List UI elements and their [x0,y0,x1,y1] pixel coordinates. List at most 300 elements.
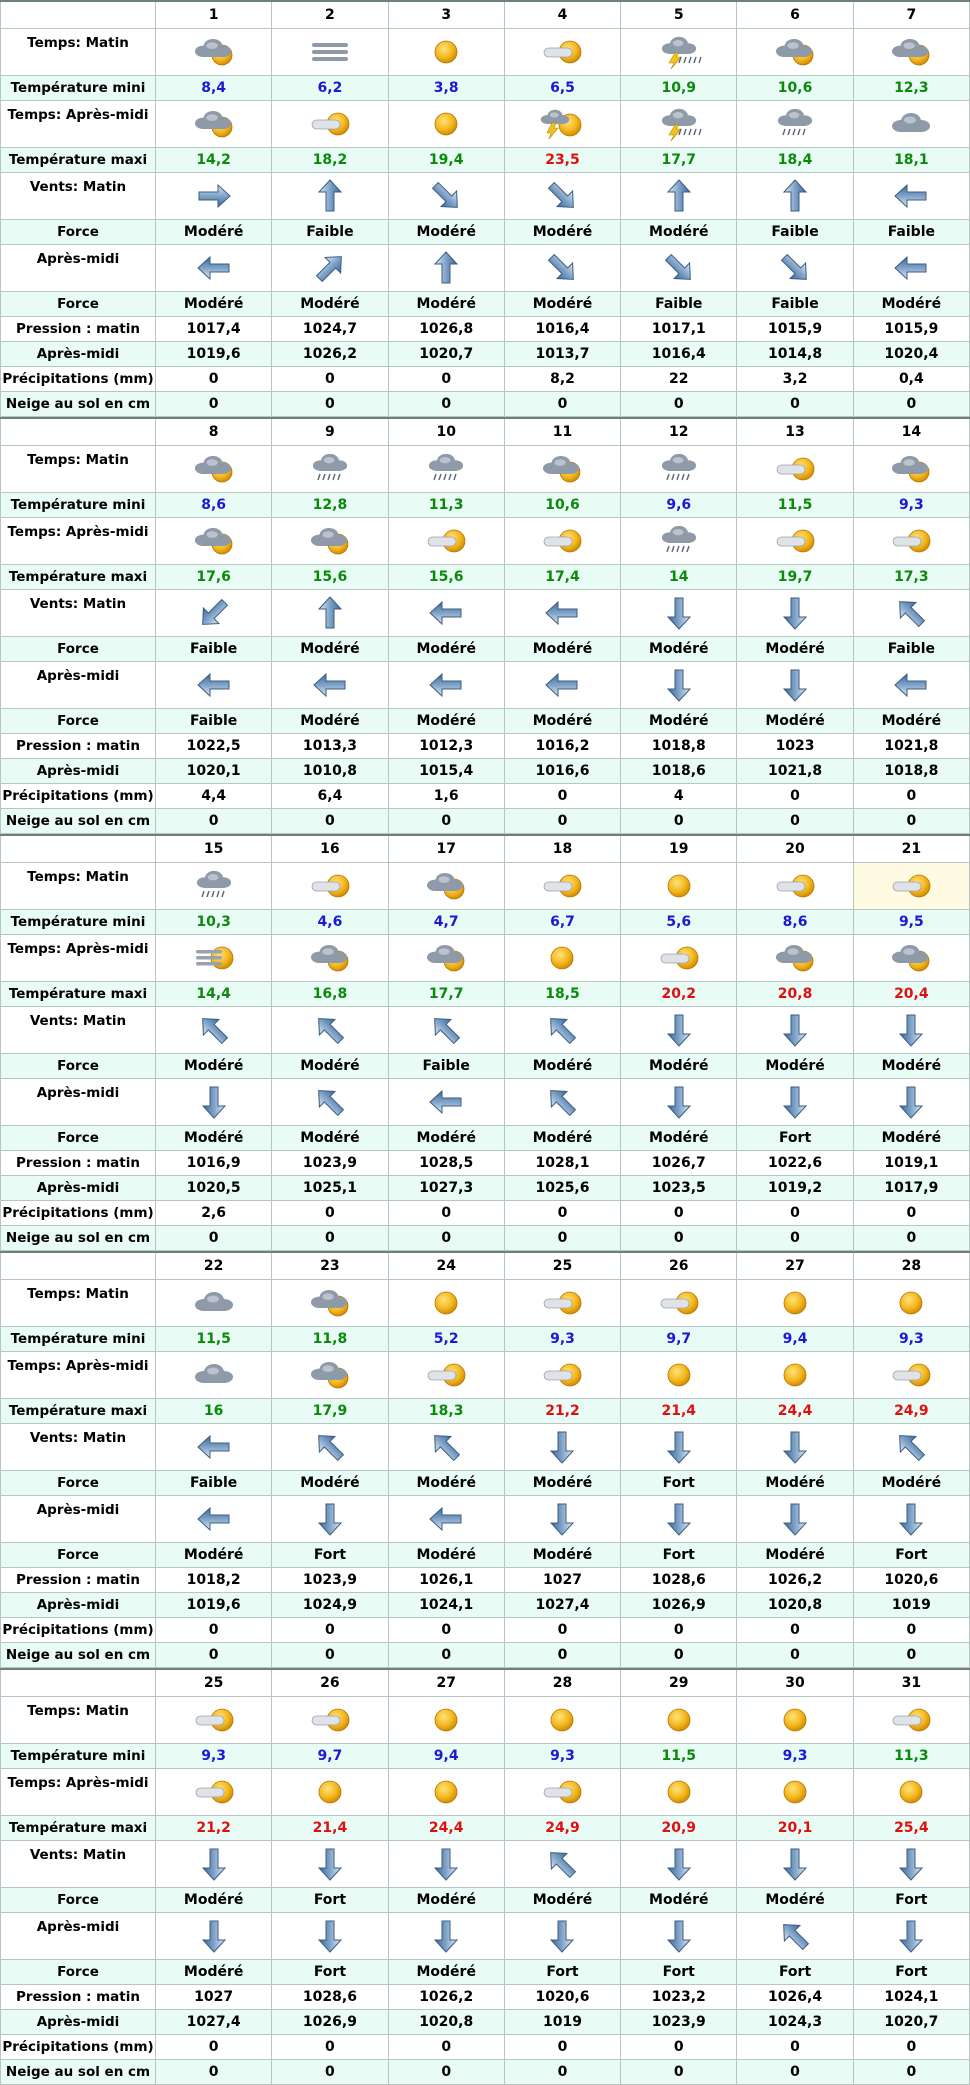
precipitation-value: 0 [853,2035,969,2060]
weather-cell [272,1280,388,1327]
wind-arrow-icon [426,1845,466,1883]
temp-min-value: 9,3 [504,1744,620,1769]
force-afternoon-value: Faible [621,292,737,317]
row-label: Après-midi [1,1593,156,1618]
pressure-afternoon-value: 1026,9 [272,2010,388,2035]
row-label: Temps: Après-midi [1,1352,156,1399]
cloud-strip-sun-icon [536,524,588,558]
header-empty-cell [1,1669,156,1697]
wind-cell [621,173,737,220]
sky-afternoon-row [1,1352,970,1399]
force-morning-value: Modéré [388,637,504,662]
temp-max-value: 21,2 [504,1399,620,1424]
wind-cell [156,1841,272,1888]
row-label: Vents: Matin [1,1841,156,1888]
wind-arrow-icon [775,1011,815,1049]
force-morning-value: Modéré [272,1471,388,1496]
cloud-sun-icon [304,1358,356,1392]
snow-value: 0 [272,1643,388,1668]
weather-cell [504,1280,620,1327]
temp-min-value: 9,4 [737,1327,853,1352]
pressure-afternoon-value: 1023,5 [621,1176,737,1201]
cloud-sun-icon [304,524,356,558]
temp-min-value: 9,3 [737,1744,853,1769]
wind-cell [737,662,853,709]
weather-cell [388,1280,504,1327]
row-label: Force [1,292,156,317]
cloud-icon [885,107,937,141]
pressure-morning-value: 1018,8 [621,734,737,759]
force-morning-value: Modéré [156,1888,272,1913]
precipitation-value: 0 [388,367,504,392]
weather-cell [388,518,504,565]
force-morning-value: Modéré [388,1471,504,1496]
snow-value: 0 [388,2060,504,2085]
precipitation-value: 0 [272,2035,388,2060]
pressure-morning-row [1,1151,970,1176]
wind-arrow-icon [659,1011,699,1049]
sun-icon [420,1775,472,1809]
row-label: Température maxi [1,1399,156,1424]
row-label: Température mini [1,1327,156,1352]
snow-value: 0 [853,809,969,834]
wind-cell [156,590,272,637]
force-afternoon-value: Faible [156,709,272,734]
row-label: Précipitations (mm) [1,784,156,809]
pressure-morning-value: 1019,1 [853,1151,969,1176]
cloud-strip-sun-icon [885,1703,937,1737]
force-morning-value: Faible [156,1471,272,1496]
pressure-afternoon-value: 1025,1 [272,1176,388,1201]
force-afternoon-row [1,1126,970,1151]
wind-cell [504,1841,620,1888]
weather-cell [737,863,853,910]
pressure-afternoon-value: 1024,9 [272,1593,388,1618]
force-afternoon-row [1,1543,970,1568]
wind-arrow-icon [542,1011,582,1049]
pressure-morning-value: 1015,9 [737,317,853,342]
wind-cell [853,1007,969,1054]
snow-value: 0 [621,1643,737,1668]
wind-cell [272,1913,388,1960]
pressure-afternoon-row [1,1593,970,1618]
precipitation-value: 4,4 [156,784,272,809]
wind-afternoon-row [1,1913,970,1960]
wind-cell [621,1424,737,1471]
day-number: 4 [504,1,620,29]
pressure-morning-value: 1028,1 [504,1151,620,1176]
precipitation-value: 0 [272,367,388,392]
sun-icon [769,1358,821,1392]
wind-cell [853,1424,969,1471]
day-header-row [1,418,970,446]
wind-morning-row [1,1007,970,1054]
precipitation-value: 0 [388,1201,504,1226]
temp-max-value: 16 [156,1399,272,1424]
row-label: Force [1,709,156,734]
force-morning-value: Modéré [504,637,620,662]
snow-value: 0 [853,2060,969,2085]
pressure-afternoon-value: 1015,4 [388,759,504,784]
day-header-row [1,1,970,29]
force-morning-value: Modéré [504,1054,620,1079]
fog-sun-icon [188,941,240,975]
temp-min-value: 9,3 [853,1327,969,1352]
force-afternoon-value: Modéré [272,709,388,734]
weather-cell [272,935,388,982]
precipitation-value: 4 [621,784,737,809]
cloud-sun-icon [420,941,472,975]
wind-arrow-icon [542,1917,582,1955]
snow-value: 0 [156,392,272,417]
pressure-afternoon-value: 1024,1 [388,1593,504,1618]
row-label: Après-midi [1,662,156,709]
temp-max-value: 19,7 [737,565,853,590]
pressure-afternoon-value: 1025,6 [504,1176,620,1201]
force-morning-value: Modéré [388,220,504,245]
cloud-strip-sun-icon [304,107,356,141]
weather-cell [621,1280,737,1327]
wind-arrow-icon [891,1083,931,1121]
precipitation-value: 2,6 [156,1201,272,1226]
force-afternoon-value: Modéré [388,709,504,734]
row-label: Temps: Matin [1,1280,156,1327]
wind-arrow-icon [659,249,699,287]
temp-max-value: 24,4 [388,1816,504,1841]
wind-arrow-icon [659,1083,699,1121]
pressure-afternoon-value: 1023,9 [621,2010,737,2035]
cloud-strip-sun-icon [769,452,821,486]
wind-cell [504,662,620,709]
wind-cell [621,1079,737,1126]
week-table [0,417,970,834]
pressure-afternoon-value: 1013,7 [504,342,620,367]
wind-arrow-icon [426,1917,466,1955]
wind-cell [388,590,504,637]
row-label: Force [1,1960,156,1985]
wind-cell [737,1841,853,1888]
force-afternoon-value: Modéré [504,292,620,317]
temp-max-value: 18,4 [737,148,853,173]
snow-value: 0 [388,809,504,834]
wind-arrow-icon [310,1428,350,1466]
wind-cell [737,1079,853,1126]
row-label: Vents: Matin [1,1007,156,1054]
day-number: 22 [156,1252,272,1280]
day-number: 31 [853,1669,969,1697]
precipitation-value: 0 [156,1618,272,1643]
wind-arrow-icon [891,1011,931,1049]
wind-arrow-icon [426,177,466,215]
precipitation-row [1,784,970,809]
wind-arrow-icon [775,1845,815,1883]
weather-cell [853,446,969,493]
row-label: Pression : matin [1,734,156,759]
sun-icon [653,1775,705,1809]
force-morning-value: Modéré [504,1471,620,1496]
pressure-morning-value: 1024,7 [272,317,388,342]
weather-cell [272,29,388,76]
pressure-afternoon-value: 1019 [504,2010,620,2035]
header-empty-cell [1,1,156,29]
force-afternoon-value: Modéré [504,1126,620,1151]
snow-value: 0 [504,2060,620,2085]
temp-max-value: 17,4 [504,565,620,590]
wind-arrow-icon [426,1083,466,1121]
weather-cell [156,863,272,910]
temp-max-value: 16,8 [272,982,388,1007]
row-label: Temps: Après-midi [1,1769,156,1816]
snow-value: 0 [272,1226,388,1251]
temp-min-row [1,910,970,935]
wind-arrow-icon [194,1011,234,1049]
pressure-afternoon-value: 1020,1 [156,759,272,784]
force-afternoon-value: Fort [853,1543,969,1568]
pressure-afternoon-value: 1019 [853,1593,969,1618]
wind-cell [853,1079,969,1126]
day-number: 16 [272,835,388,863]
pressure-morning-row [1,1568,970,1593]
precipitation-value: 0 [853,1201,969,1226]
wind-arrow-icon [542,666,582,704]
wind-cell [388,1913,504,1960]
force-morning-value: Modéré [156,220,272,245]
temp-max-value: 14,2 [156,148,272,173]
force-afternoon-value: Modéré [388,1126,504,1151]
wind-afternoon-row [1,1079,970,1126]
force-afternoon-value: Fort [737,1960,853,1985]
sun-icon [769,1286,821,1320]
wind-arrow-icon [775,1428,815,1466]
temp-max-row [1,148,970,173]
cloud-strip-sun-icon [885,1358,937,1392]
pressure-morning-value: 1020,6 [853,1568,969,1593]
temp-min-value: 6,2 [272,76,388,101]
pressure-morning-value: 1026,4 [737,1985,853,2010]
weather-cell [853,935,969,982]
temp-max-value: 24,9 [504,1816,620,1841]
temp-min-value: 11,3 [853,1744,969,1769]
weather-cell [156,446,272,493]
day-number: 15 [156,835,272,863]
precipitation-row [1,1201,970,1226]
temp-min-value: 11,3 [388,493,504,518]
pressure-morning-value: 1016,2 [504,734,620,759]
temp-max-value: 18,2 [272,148,388,173]
row-label: Précipitations (mm) [1,1618,156,1643]
force-afternoon-value: Modéré [156,1960,272,1985]
day-number: 14 [853,418,969,446]
weather-cell [621,1352,737,1399]
snow-value: 0 [388,392,504,417]
row-label: Neige au sol en cm [1,392,156,417]
temp-max-value: 17,3 [853,565,969,590]
snow-value: 0 [737,2060,853,2085]
cloud-sun-icon [188,107,240,141]
rain-cloud-icon [653,452,705,486]
wind-arrow-icon [426,1500,466,1538]
weather-cell [737,446,853,493]
sky-morning-row [1,29,970,76]
day-number: 29 [621,1669,737,1697]
wind-cell [853,590,969,637]
temp-min-value: 10,9 [621,76,737,101]
force-morning-value: Modéré [621,1888,737,1913]
day-number: 7 [853,1,969,29]
wind-cell [621,1913,737,1960]
force-afternoon-value: Modéré [388,1543,504,1568]
precipitation-value: 0 [156,2035,272,2060]
force-afternoon-value: Modéré [853,709,969,734]
force-afternoon-value: Fort [853,1960,969,1985]
day-header-row [1,835,970,863]
weather-cell [737,1697,853,1744]
pressure-afternoon-value: 1016,4 [621,342,737,367]
wind-arrow-icon [775,1083,815,1121]
force-afternoon-value: Modéré [504,709,620,734]
cloud-sun-icon [304,941,356,975]
day-number: 30 [737,1669,853,1697]
temp-max-value: 21,4 [621,1399,737,1424]
wind-arrow-icon [426,1011,466,1049]
precipitation-value: 0 [853,784,969,809]
weather-cell [156,1697,272,1744]
force-morning-value: Faible [272,220,388,245]
snow-value: 0 [737,1643,853,1668]
sun-icon [653,1703,705,1737]
pressure-morning-value: 1015,9 [853,317,969,342]
weather-cell [504,1769,620,1816]
day-number: 1 [156,1,272,29]
temp-min-value: 9,4 [388,1744,504,1769]
wind-afternoon-row [1,245,970,292]
row-label: Vents: Matin [1,1424,156,1471]
wind-arrow-icon [194,1917,234,1955]
snow-value: 0 [272,809,388,834]
force-morning-row [1,220,970,245]
row-label: Après-midi [1,759,156,784]
cloud-strip-sun-icon [304,1703,356,1737]
wind-arrow-icon [194,1428,234,1466]
force-morning-value: Faible [737,220,853,245]
day-number: 8 [156,418,272,446]
force-morning-value: Faible [853,637,969,662]
snow-row [1,809,970,834]
wind-arrow-icon [891,1845,931,1883]
cloud-icon [188,1358,240,1392]
sun-icon [420,1286,472,1320]
force-morning-value: Faible [156,637,272,662]
sun-icon [536,941,588,975]
weather-cell [388,446,504,493]
wind-arrow-icon [891,177,931,215]
temp-min-value: 10,3 [156,910,272,935]
pressure-morning-value: 1012,3 [388,734,504,759]
wind-arrow-icon [659,1845,699,1883]
day-header-row [1,1252,970,1280]
precipitation-value: 0 [853,1618,969,1643]
pressure-afternoon-value: 1016,6 [504,759,620,784]
temp-max-value: 25,4 [853,1816,969,1841]
wind-cell [156,245,272,292]
cloud-strip-sun-icon [536,1358,588,1392]
temp-min-value: 12,8 [272,493,388,518]
pressure-afternoon-value: 1014,8 [737,342,853,367]
pressure-morning-value: 1027 [156,1985,272,2010]
wind-arrow-icon [310,1917,350,1955]
force-morning-value: Modéré [504,220,620,245]
row-label: Après-midi [1,1913,156,1960]
force-afternoon-value: Modéré [156,1126,272,1151]
temp-min-value: 3,8 [388,76,504,101]
force-morning-value: Modéré [272,1054,388,1079]
force-morning-value: Modéré [621,637,737,662]
weather-cell [156,29,272,76]
snow-value: 0 [156,809,272,834]
day-number: 19 [621,835,737,863]
temp-min-row [1,76,970,101]
day-number: 24 [388,1252,504,1280]
pressure-afternoon-value: 1020,7 [853,2010,969,2035]
wind-arrow-icon [542,594,582,632]
force-morning-value: Modéré [853,1471,969,1496]
pressure-morning-value: 1026,1 [388,1568,504,1593]
temp-min-value: 9,6 [621,493,737,518]
weather-cell [853,863,969,910]
temp-min-row [1,1327,970,1352]
temp-min-value: 9,7 [272,1744,388,1769]
wind-cell [388,1007,504,1054]
wind-cell [737,590,853,637]
force-morning-value: Modéré [272,637,388,662]
row-label: Après-midi [1,245,156,292]
row-label: Force [1,1888,156,1913]
pressure-afternoon-value: 1018,8 [853,759,969,784]
wind-cell [272,245,388,292]
force-morning-value: Modéré [737,1054,853,1079]
temp-min-value: 9,3 [853,493,969,518]
sun-icon [653,1358,705,1392]
wind-cell [156,173,272,220]
wind-arrow-icon [659,594,699,632]
precipitation-value: 0 [156,367,272,392]
day-number: 27 [737,1252,853,1280]
row-label: Après-midi [1,2010,156,2035]
wind-morning-row [1,590,970,637]
snow-value: 0 [388,1226,504,1251]
pressure-afternoon-value: 1019,2 [737,1176,853,1201]
force-afternoon-value: Modéré [388,1960,504,1985]
weather-cell [853,1352,969,1399]
temp-min-value: 6,5 [504,76,620,101]
force-afternoon-value: Modéré [621,709,737,734]
precipitation-value: 0 [737,1201,853,1226]
force-afternoon-value: Modéré [156,292,272,317]
pressure-afternoon-value: 1026,2 [272,342,388,367]
header-empty-cell [1,418,156,446]
temp-max-value: 21,2 [156,1816,272,1841]
pressure-afternoon-value: 1019,6 [156,342,272,367]
force-morning-row [1,1888,970,1913]
day-number: 3 [388,1,504,29]
force-morning-value: Modéré [621,220,737,245]
weather-cell [621,446,737,493]
weather-cell [504,101,620,148]
pressure-afternoon-value: 1027,4 [156,2010,272,2035]
wind-cell [504,1079,620,1126]
wind-cell [504,1424,620,1471]
day-number: 10 [388,418,504,446]
